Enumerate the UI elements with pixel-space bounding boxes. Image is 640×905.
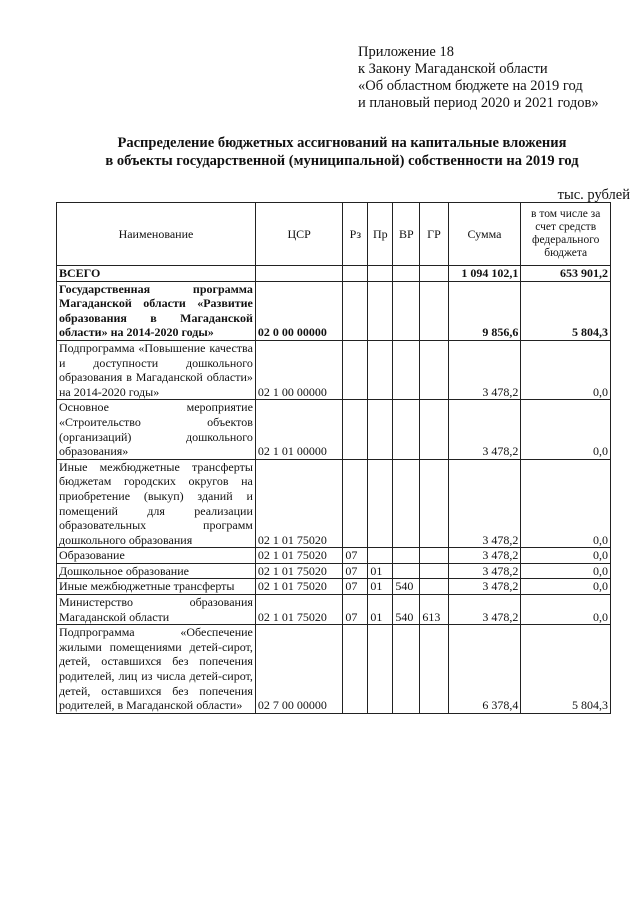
- col-header-name: Наименование: [57, 203, 256, 266]
- col-header-pr: Пр: [368, 203, 393, 266]
- row-name: Подпрограмма «Повышение качества и доступности дошкольного образования в Магаданской области» на 2014-2020 годы»: [57, 340, 256, 399]
- appendix-line-1: Приложение 18: [358, 44, 454, 60]
- row-vr: [393, 266, 420, 282]
- row-federal: 5 804,3: [521, 281, 611, 340]
- row-pr: [368, 281, 393, 340]
- row-vr: [393, 400, 420, 459]
- row-vr: [393, 281, 420, 340]
- row-pr: 01: [368, 563, 393, 579]
- row-vr: [393, 625, 420, 714]
- row-sum: 3 478,2: [448, 340, 521, 399]
- row-sum: 6 378,4: [448, 625, 521, 714]
- row-rz: [343, 459, 368, 548]
- row-sum: 9 856,6: [448, 281, 521, 340]
- row-gr: [420, 400, 448, 459]
- row-gr: [420, 625, 448, 714]
- row-name: Дошкольное образование: [57, 563, 256, 579]
- table-row: [57, 266, 611, 282]
- row-federal: 0,0: [521, 579, 611, 595]
- row-gr: 613: [420, 595, 448, 625]
- row-csr: 02 1 00 00000: [255, 340, 342, 399]
- table-row: [57, 563, 611, 579]
- row-vr: 540: [393, 595, 420, 625]
- table-row: [57, 625, 611, 714]
- appendix-header: [358, 44, 599, 112]
- row-federal: 5 804,3: [521, 625, 611, 714]
- col-header-rz: Рз: [343, 203, 368, 266]
- table-row: [57, 459, 611, 548]
- table-row: [57, 340, 611, 399]
- row-vr: [393, 548, 420, 564]
- row-rz: [343, 281, 368, 340]
- row-federal: 0,0: [521, 400, 611, 459]
- row-gr: [420, 548, 448, 564]
- row-federal: 0,0: [521, 595, 611, 625]
- row-rz: [343, 266, 368, 282]
- row-rz: [343, 340, 368, 399]
- row-gr: [420, 563, 448, 579]
- row-sum: 3 478,2: [448, 400, 521, 459]
- row-name: Подпрограмма «Обеспечение жилыми помещениями детей-сирот, детей, оставшихся без попечения родителей, лиц из числа детей-сирот, детей, оставшихся без попечения родителей, в Магаданской области»: [57, 625, 256, 714]
- row-gr: [420, 340, 448, 399]
- row-name: Государственная программа Магаданской области «Развитие образования в Магаданской области» на 2014-2020 годы»: [57, 281, 256, 340]
- row-csr: 02 7 00 00000: [255, 625, 342, 714]
- row-federal: 653 901,2: [521, 266, 611, 282]
- row-gr: [420, 459, 448, 548]
- document-title: [60, 134, 624, 170]
- row-federal: 0,0: [521, 459, 611, 548]
- row-name: Иные межбюджетные трансферты: [57, 579, 256, 595]
- row-sum: 1 094 102,1: [448, 266, 521, 282]
- row-vr: [393, 563, 420, 579]
- row-sum: 3 478,2: [448, 459, 521, 548]
- col-header-vr: ВР: [393, 203, 420, 266]
- row-name: Министерство образования Магаданской области: [57, 595, 256, 625]
- row-pr: [368, 400, 393, 459]
- row-federal: 0,0: [521, 340, 611, 399]
- row-rz: 07: [343, 595, 368, 625]
- table-header-row: [57, 203, 611, 266]
- row-csr: 02 1 01 75020: [255, 459, 342, 548]
- col-header-sum: Сумма: [448, 203, 521, 266]
- row-name: Образование: [57, 548, 256, 564]
- budget-table: [56, 202, 611, 714]
- appendix-line-3: «Об областном бюджете на 2019 год: [358, 78, 583, 94]
- row-rz: 07: [343, 579, 368, 595]
- row-rz: [343, 625, 368, 714]
- row-pr: [368, 625, 393, 714]
- row-federal: 0,0: [521, 548, 611, 564]
- row-pr: 01: [368, 595, 393, 625]
- row-rz: 07: [343, 563, 368, 579]
- title-line-1: Распределение бюджетных ассигнований на капитальные вложения: [117, 135, 567, 151]
- row-name: Основное мероприятие «Строительство объектов (организаций) дошкольного образования»: [57, 400, 256, 459]
- row-csr: 02 1 01 75020: [255, 548, 342, 564]
- appendix-line-2: к Закону Магаданской области: [358, 61, 548, 77]
- row-rz: 07: [343, 548, 368, 564]
- row-pr: [368, 266, 393, 282]
- table-row: [57, 281, 611, 340]
- row-sum: 3 478,2: [448, 579, 521, 595]
- table-row: [57, 579, 611, 595]
- table-row: [57, 400, 611, 459]
- col-header-csr: ЦСР: [255, 203, 342, 266]
- row-gr: [420, 266, 448, 282]
- row-rz: [343, 400, 368, 459]
- row-sum: 3 478,2: [448, 563, 521, 579]
- row-federal: 0,0: [521, 563, 611, 579]
- row-vr: [393, 340, 420, 399]
- row-csr: 02 0 00 00000: [255, 281, 342, 340]
- row-gr: [420, 579, 448, 595]
- row-pr: [368, 548, 393, 564]
- appendix-line-4: и плановый период 2020 и 2021 годов»: [358, 95, 599, 111]
- row-csr: 02 1 01 75020: [255, 579, 342, 595]
- row-name: Иные межбюджетные трансферты бюджетам городских округов на приобретение (выкуп) зданий и помещений для реализации образовательных программ дошкольного образования: [57, 459, 256, 548]
- row-gr: [420, 281, 448, 340]
- row-csr: 02 1 01 00000: [255, 400, 342, 459]
- row-csr: 02 1 01 75020: [255, 563, 342, 579]
- row-pr: 01: [368, 579, 393, 595]
- row-sum: 3 478,2: [448, 595, 521, 625]
- row-pr: [368, 340, 393, 399]
- row-vr: [393, 459, 420, 548]
- row-csr: [255, 266, 342, 282]
- row-pr: [368, 459, 393, 548]
- col-header-gr: ГР: [420, 203, 448, 266]
- table-row: [57, 595, 611, 625]
- row-csr: 02 1 01 75020: [255, 595, 342, 625]
- units-label: тыс. рублей: [557, 187, 630, 203]
- table-row: [57, 548, 611, 564]
- title-line-2: в объекты государственной (муниципальной) собственности на 2019 год: [105, 153, 579, 169]
- row-name: ВСЕГО: [57, 266, 256, 282]
- col-header-federal: в том числе за счет средств федерального бюджета: [521, 203, 611, 266]
- row-sum: 3 478,2: [448, 548, 521, 564]
- row-vr: 540: [393, 579, 420, 595]
